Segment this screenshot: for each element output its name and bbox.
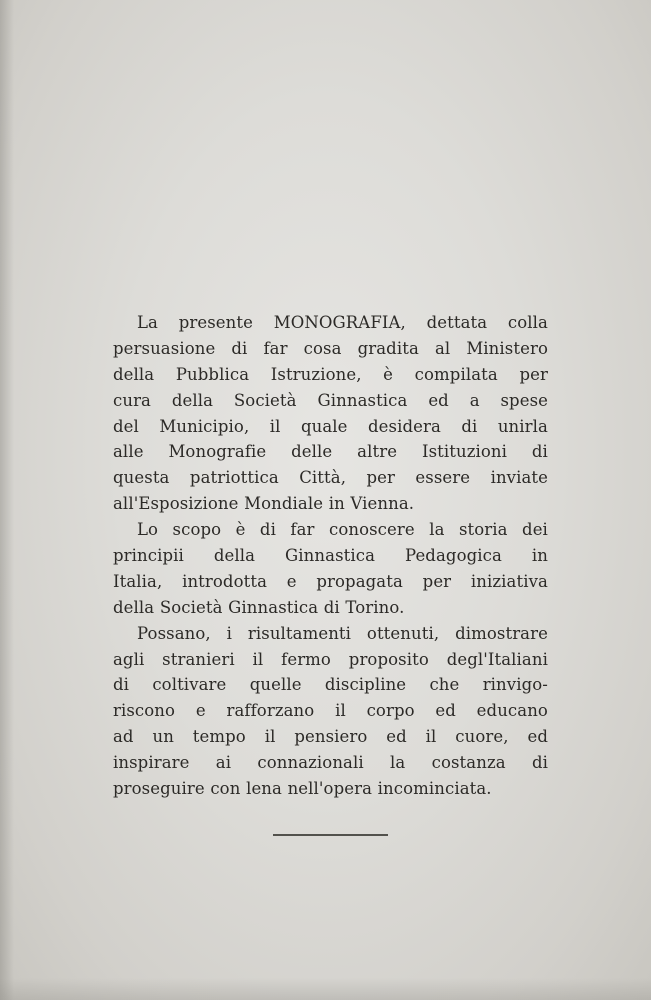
word: rinvigo- — [482, 675, 548, 695]
word: altre — [357, 442, 398, 462]
word: educano — [476, 701, 548, 721]
word: alle — [113, 442, 144, 462]
word: iniziativa — [470, 571, 548, 591]
decorative-rule — [273, 834, 388, 836]
word: in — [328, 494, 345, 514]
word: il — [264, 727, 276, 747]
word: questa — [113, 468, 170, 488]
word: quale — [300, 416, 348, 436]
text-line — [113, 310, 548, 336]
text-line — [113, 776, 548, 802]
word: lena — [246, 779, 282, 799]
word: ed — [386, 727, 407, 747]
word: è — [383, 364, 394, 384]
word: essere — [415, 468, 471, 488]
word: conoscere — [328, 520, 415, 540]
word: corpo — [366, 701, 415, 721]
word: il — [269, 416, 281, 436]
word: presente — [178, 313, 253, 332]
word: compilata — [414, 364, 498, 384]
word: di — [259, 520, 276, 540]
word: storia — [458, 520, 508, 540]
word: il — [425, 727, 437, 747]
word: rafforzano — [226, 701, 315, 721]
text-line — [113, 388, 548, 414]
word: dettata — [426, 313, 488, 332]
word: Possano, — [137, 623, 211, 643]
word: Lo — [137, 520, 159, 540]
word: al — [434, 338, 451, 358]
word: Ministero — [466, 338, 548, 358]
word: quelle — [249, 675, 302, 695]
word: che — [429, 675, 460, 695]
word: degl'Italiani — [446, 649, 548, 669]
word: di — [461, 416, 478, 436]
word: patriottica — [189, 468, 279, 488]
word: della — [213, 546, 256, 566]
word: e — [286, 571, 297, 591]
word: cosa — [303, 338, 342, 358]
text-line — [113, 543, 548, 569]
word: dei — [522, 520, 548, 540]
word: per — [519, 364, 548, 384]
word: della — [113, 364, 155, 384]
word: di — [323, 597, 340, 617]
word: i — [226, 623, 233, 643]
word: Italia, — [113, 571, 163, 591]
text-line — [113, 517, 548, 543]
paragraph — [113, 517, 548, 621]
word: Torino. — [345, 597, 405, 617]
word: risultamenti — [247, 623, 352, 643]
word: ai — [215, 753, 232, 773]
text-line — [113, 465, 548, 491]
word: Istruzione, — [270, 364, 362, 384]
text-line — [113, 569, 548, 595]
word: è — [235, 520, 246, 540]
text-line — [113, 491, 548, 517]
text-line — [113, 750, 548, 776]
word: ed — [428, 390, 449, 410]
word: inviate — [490, 468, 548, 488]
word: dimostrare — [455, 623, 548, 643]
page-bottom-shadow — [0, 978, 651, 1000]
word: cuore, — [455, 727, 509, 747]
paragraph — [113, 621, 548, 802]
word: di — [531, 753, 548, 773]
word: propagata — [316, 571, 403, 591]
word: di — [113, 675, 130, 695]
text-line — [113, 698, 548, 724]
word: Ginnastica — [285, 546, 376, 566]
word: cura — [113, 390, 151, 410]
word: la — [390, 753, 406, 773]
word: ed — [435, 701, 456, 721]
word: fermo — [281, 649, 331, 669]
word: Monografie — [168, 442, 267, 462]
word: La — [137, 313, 158, 332]
word: di — [531, 442, 548, 462]
text-line — [113, 336, 548, 362]
word: Pubblica — [175, 364, 250, 384]
text-line — [113, 439, 548, 465]
word: il — [252, 649, 264, 669]
text-line — [113, 724, 548, 750]
word: un — [152, 727, 174, 747]
paragraph — [113, 310, 548, 517]
word: desidera — [367, 416, 441, 436]
word: della — [113, 597, 155, 617]
word: persuasione — [113, 338, 216, 358]
word: Mondiale — [244, 494, 324, 514]
word: introdotta — [182, 571, 268, 591]
word: ed — [527, 727, 548, 747]
word: per — [422, 571, 452, 591]
word: costanza — [431, 753, 506, 773]
word: proposito — [348, 649, 429, 669]
text-line — [113, 647, 548, 673]
word: con — [210, 779, 241, 799]
word: a — [469, 390, 480, 410]
word: Municipio, — [159, 416, 250, 436]
word: inspirare — [113, 753, 190, 773]
word: ottenuti, — [366, 623, 440, 643]
word: colla — [507, 313, 548, 332]
text-line — [113, 414, 548, 440]
word: nell'opera — [287, 779, 373, 799]
word: e — [195, 701, 206, 721]
word: scopo — [172, 520, 222, 540]
word: discipline — [324, 675, 407, 695]
word: Ginnastica — [228, 597, 319, 617]
word: del — [113, 416, 139, 436]
word: delle — [291, 442, 333, 462]
text-line — [113, 362, 548, 388]
word: far — [263, 338, 288, 358]
word: unirla — [497, 416, 548, 436]
text-line — [113, 621, 548, 647]
word: incominciata. — [377, 779, 492, 799]
word: tempo — [192, 727, 246, 747]
word: per — [366, 468, 395, 488]
word: ad — [113, 727, 134, 747]
word: coltivare — [152, 675, 227, 695]
word: agli — [113, 649, 145, 669]
word: la — [429, 520, 445, 540]
word: connazionali — [257, 753, 364, 773]
word: Società — [159, 597, 223, 617]
word: Pedagogica — [404, 546, 502, 566]
word: gradita — [357, 338, 419, 358]
word: Istituzioni — [421, 442, 508, 462]
word: all'Esposizione — [113, 494, 239, 514]
text-line — [113, 595, 548, 621]
word: principii — [113, 546, 184, 566]
word: di — [231, 338, 248, 358]
word: Ginnastica — [317, 390, 408, 410]
word: far — [290, 520, 315, 540]
word: della — [171, 390, 214, 410]
word: spese — [500, 390, 548, 410]
word: Città, — [299, 468, 347, 488]
preface-text — [113, 310, 548, 802]
word: riscono — [113, 701, 176, 721]
page-edge-shadow — [0, 0, 14, 1000]
word: il — [335, 701, 346, 721]
word: proseguire — [113, 779, 205, 799]
word: stranieri — [162, 649, 235, 669]
word: MONOGRAFIA, — [273, 313, 406, 332]
text-line — [113, 672, 548, 698]
word: pensiero — [294, 727, 368, 747]
word: Società — [233, 390, 297, 410]
word: Vienna. — [350, 494, 415, 514]
word: in — [531, 546, 548, 566]
